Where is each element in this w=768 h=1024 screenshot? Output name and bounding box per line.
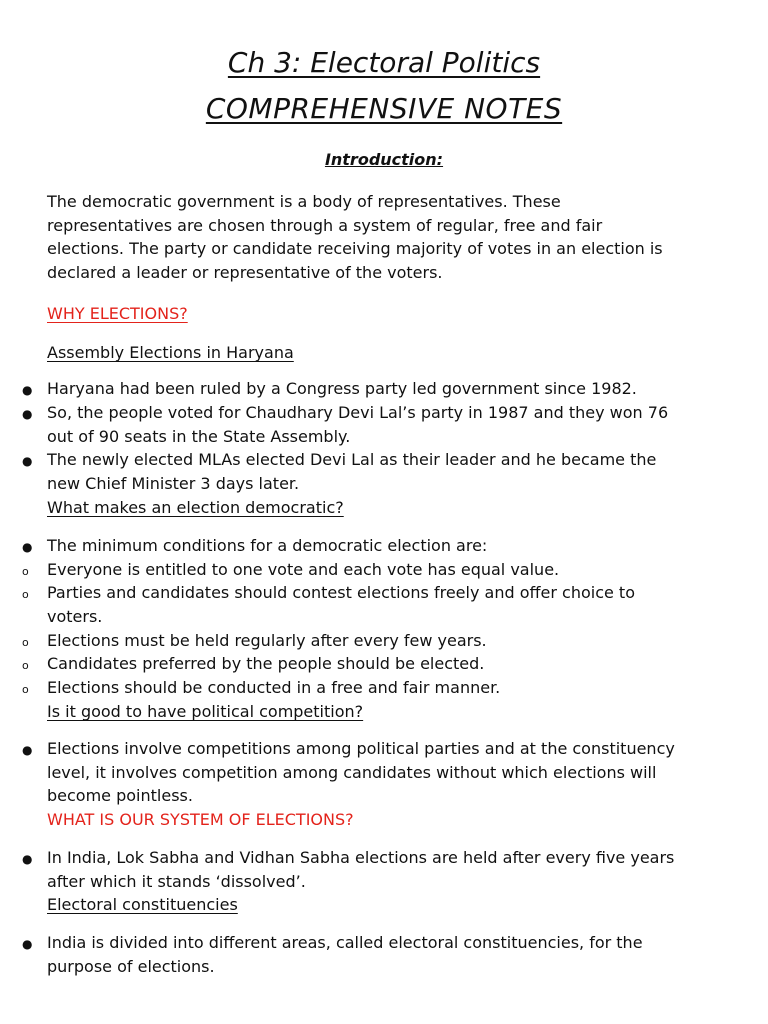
list-item: So, the people voted for Chaudhary Devi Lal’s party in 1987 and they won 76 bbox=[47, 403, 669, 422]
bullet-icon: ● bbox=[22, 743, 33, 757]
circle-bullet-icon: o bbox=[22, 683, 29, 696]
list-item: India is divided into different areas, called electoral constituencies, for the bbox=[47, 933, 643, 952]
circle-bullet-icon: o bbox=[22, 636, 29, 649]
intro-line: declared a leader or representative of the voters. bbox=[47, 262, 443, 282]
sub-list-item: Elections must be held regularly after every few years. bbox=[47, 631, 487, 650]
bullet-icon: ● bbox=[22, 540, 33, 554]
document-title: Ch 3: Electoral Politics bbox=[227, 46, 541, 79]
why-elections-heading: WHY ELECTIONS? bbox=[47, 304, 188, 323]
introduction-heading: Introduction: bbox=[324, 150, 444, 169]
list-item: Haryana had been ruled by a Congress party led government since 1982. bbox=[47, 379, 637, 398]
list-item-continued: new Chief Minister 3 days later. bbox=[47, 473, 300, 493]
system-heading: WHAT IS OUR SYSTEM OF ELECTIONS? bbox=[47, 810, 354, 829]
sub-list-item-continued: voters. bbox=[47, 606, 103, 626]
list-item-continued: out of 90 seats in the State Assembly. bbox=[47, 426, 351, 446]
circle-bullet-icon: o bbox=[22, 659, 29, 672]
bullet-icon: ● bbox=[22, 454, 33, 468]
list-item-continued: purpose of elections. bbox=[47, 956, 215, 976]
list-item-continued: become pointless. bbox=[47, 786, 193, 805]
sub-list-item: Candidates preferred by the people should be elected. bbox=[47, 654, 485, 673]
constituencies-heading: Electoral constituencies bbox=[47, 895, 238, 914]
sub-list-item: Elections should be conducted in a free and fair manner. bbox=[47, 678, 501, 697]
bullet-icon: ● bbox=[22, 937, 33, 951]
sub-list-item: Everyone is entitled to one vote and each vote has equal value. bbox=[47, 560, 560, 579]
list-item: Elections involve competitions among political parties and at the constituency bbox=[47, 739, 675, 758]
list-item: In India, Lok Sabha and Vidhan Sabha elections are held after every five years bbox=[47, 848, 675, 867]
haryana-heading: Assembly Elections in Haryana bbox=[47, 343, 294, 362]
list-item-continued: after which it stands ‘dissolved’. bbox=[47, 871, 306, 891]
bullet-icon: ● bbox=[22, 383, 33, 397]
circle-bullet-icon: o bbox=[22, 588, 29, 601]
intro-line: The democratic government is a body of representatives. These bbox=[47, 192, 561, 211]
list-item: The minimum conditions for a democratic election are: bbox=[47, 536, 488, 555]
bullet-icon: ● bbox=[22, 852, 33, 866]
intro-line: elections. The party or candidate receiving majority of votes in an election is bbox=[47, 239, 663, 258]
bullet-icon: ● bbox=[22, 407, 33, 421]
intro-line: representatives are chosen through a system of regular, free and fair bbox=[47, 215, 603, 235]
circle-bullet-icon: o bbox=[22, 565, 29, 578]
sub-list-item: Parties and candidates should contest elections freely and offer choice to bbox=[47, 583, 635, 602]
document-subtitle: COMPREHENSIVE NOTES bbox=[205, 92, 563, 125]
democratic-heading: What makes an election democratic? bbox=[47, 498, 344, 517]
list-item-continued: level, it involves competition among candidates without which elections will bbox=[47, 762, 657, 782]
competition-heading: Is it good to have political competition? bbox=[47, 702, 364, 721]
list-item: The newly elected MLAs elected Devi Lal as their leader and he became the bbox=[47, 450, 657, 469]
